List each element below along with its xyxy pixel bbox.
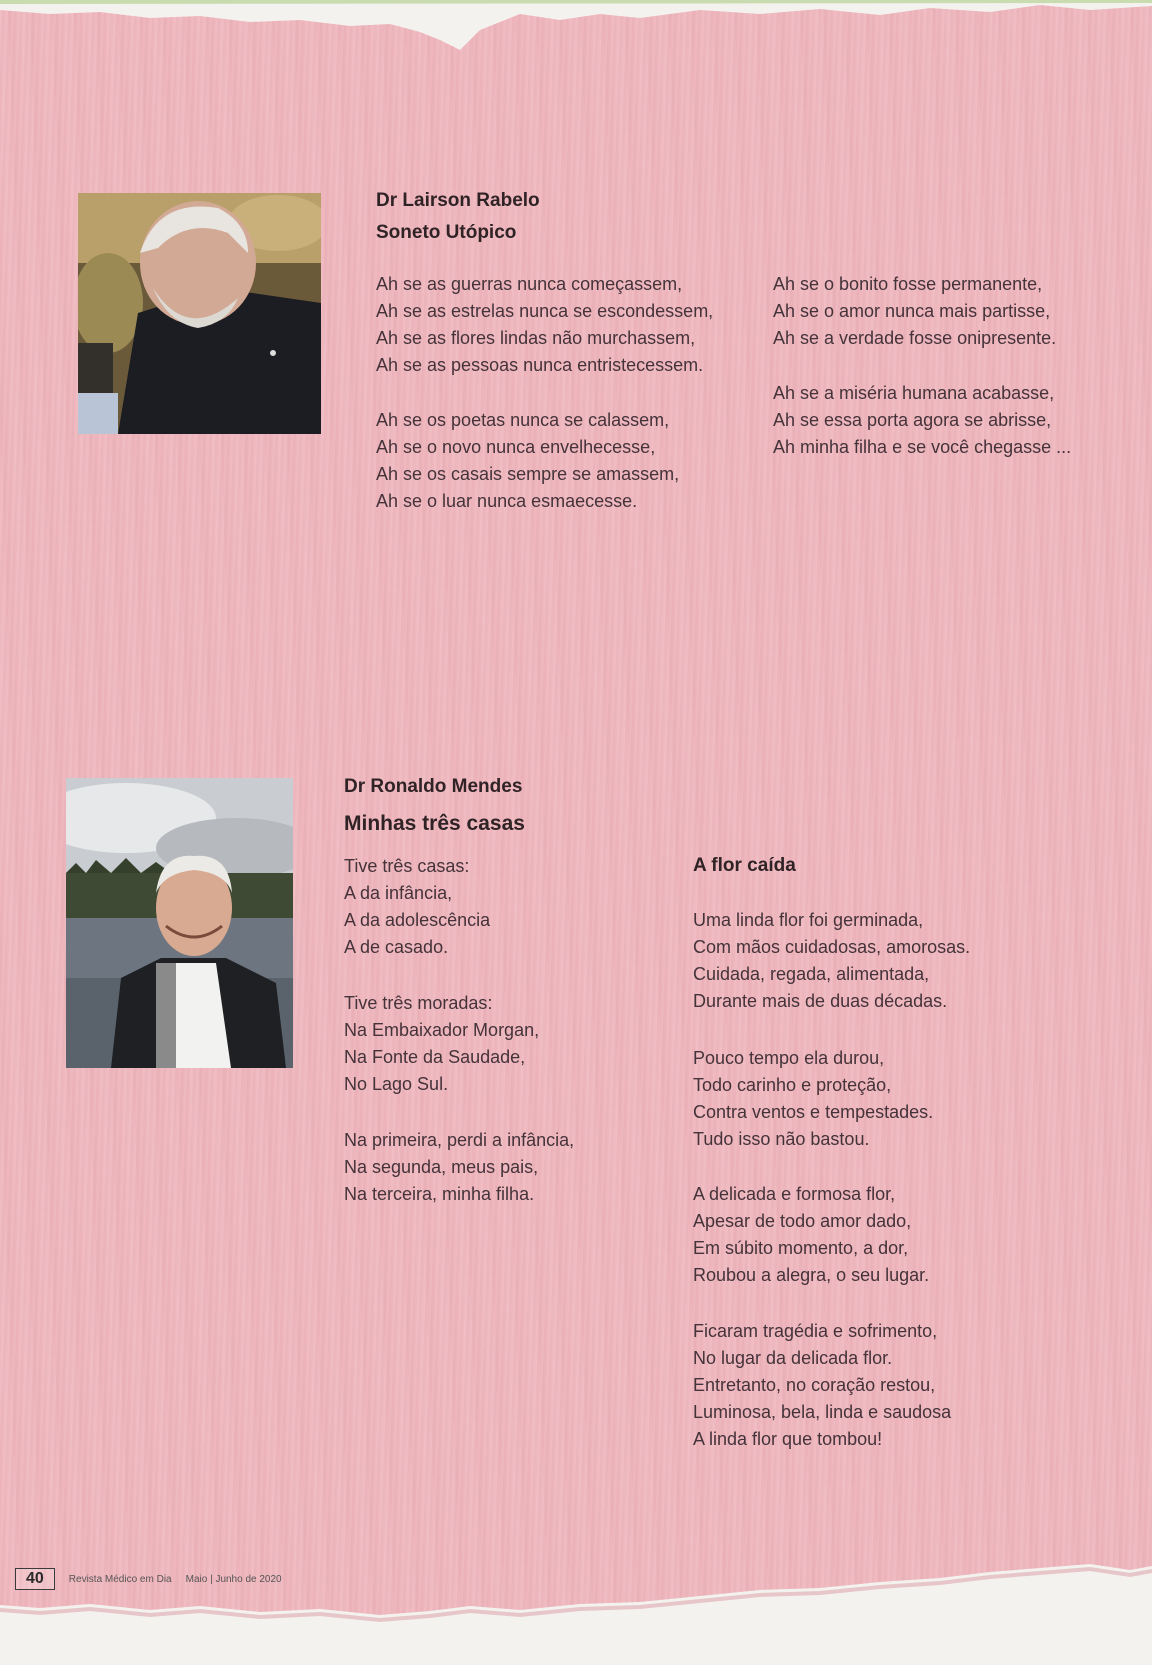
poem-line: Entretanto, no coração restou, (693, 1375, 936, 1395)
poem-line: Ah se a miséria humana acabasse, (773, 383, 1055, 403)
poem-line: Todo carinho e proteção, (693, 1075, 892, 1095)
poem-line: Uma linda flor foi germinada, (693, 910, 924, 930)
poem-3-stanza-2 (693, 1045, 933, 1153)
poem-line: Ah se o luar nunca esmaecesse. (376, 491, 638, 511)
poem-line: Ah se o bonito fosse permanente, (773, 274, 1043, 294)
poem-3-stanza-1 (693, 907, 970, 1015)
poem-line: A delicada e formosa flor, (693, 1184, 896, 1204)
poem-line: Luminosa, bela, linda e saudosa (693, 1402, 952, 1422)
poem-line: Na Embaixador Morgan, (344, 1020, 540, 1040)
poem-line: Roubou a alegra, o seu lugar. (693, 1265, 930, 1285)
poem-1-author: Dr Lairson Rabelo (376, 190, 540, 211)
poem-line: Pouco tempo ela durou, (693, 1048, 885, 1068)
poem-line: Contra ventos e tempestades. (693, 1102, 934, 1122)
poem-line: Tive três moradas: (344, 993, 493, 1013)
poem-line: Na segunda, meus pais, (344, 1157, 539, 1177)
poem-1-stanza-3 (773, 271, 1056, 352)
poem-2-stanza-1 (344, 853, 490, 961)
poem-line: Cuidada, regada, alimentada, (693, 964, 930, 984)
poem-1-stanza-4 (773, 380, 1071, 461)
poem-1-title: Soneto Utópico (376, 222, 517, 243)
author-photo-lairson-rabelo (78, 193, 321, 434)
poem-line: Na Fonte da Saudade, (344, 1047, 526, 1067)
poem-line: Tudo isso não bastou. (693, 1129, 870, 1149)
poem-line: Ah se os casais sempre se amassem, (376, 464, 680, 484)
poem-line: Com mãos cuidadosas, amorosas. (693, 937, 971, 957)
poem-line: A de casado. (344, 937, 449, 957)
poem-3-stanza-3 (693, 1181, 929, 1289)
poem-line: Durante mais de duas décadas. (693, 991, 948, 1011)
poem-line: Ah se as pessoas nunca entristecessem. (376, 355, 704, 375)
author-photo-ronaldo-mendes (66, 778, 293, 1068)
poem-line: Ah se os poetas nunca se calassem, (376, 410, 670, 430)
poem-line: A da infância, (344, 883, 453, 903)
poem-line: Em súbito momento, a dor, (693, 1238, 909, 1258)
poem-line: No Lago Sul. (344, 1074, 449, 1094)
poem-line: Ah se as flores lindas não murchassem, (376, 328, 696, 348)
poem-3-title: A flor caída (693, 855, 796, 876)
poem-1-stanza-1 (376, 271, 713, 379)
poem-2-author: Dr Ronaldo Mendes (344, 776, 523, 797)
poem-line: A linda flor que tombou! (693, 1429, 883, 1449)
poem-line: Ah se essa porta agora se abrisse, (773, 410, 1052, 430)
poem-line: Tive três casas: (344, 856, 470, 876)
poem-line: Ah minha filha e se você chegasse ... (773, 437, 1072, 457)
poem-1-stanza-2 (376, 407, 679, 515)
poem-line: Na terceira, minha filha. (344, 1184, 535, 1204)
poem-line: Ficaram tragédia e sofrimento, (693, 1321, 938, 1341)
poem-line: Ah se o novo nunca envelhecesse, (376, 437, 656, 457)
poem-3-stanza-4 (693, 1318, 951, 1453)
poem-2-title: Minhas três casas (344, 812, 525, 835)
publication-date: Maio | Junho de 2020 (185, 1573, 282, 1585)
publication-name: Revista Médico em Dia (68, 1573, 172, 1585)
poem-line: Na primeira, perdi a infância, (344, 1130, 575, 1150)
poem-2-stanza-2 (344, 990, 539, 1098)
poem-2-stanza-3 (344, 1127, 574, 1208)
poem-line: Ah se as guerras nunca começassem, (376, 274, 683, 294)
poem-line: Ah se as estrelas nunca se escondessem, (376, 301, 714, 321)
poem-line: Ah se a verdade fosse onipresente. (773, 328, 1057, 348)
poem-line: Ah se o amor nunca mais partisse, (773, 301, 1051, 321)
poem-line: Apesar de todo amor dado, (693, 1211, 912, 1231)
page-number: 40 (15, 1568, 55, 1590)
poem-line: No lugar da delicada flor. (693, 1348, 893, 1368)
poem-line: A da adolescência (344, 910, 491, 930)
torn-paper-top-edge (0, 0, 1152, 70)
page-footer (15, 1568, 282, 1590)
